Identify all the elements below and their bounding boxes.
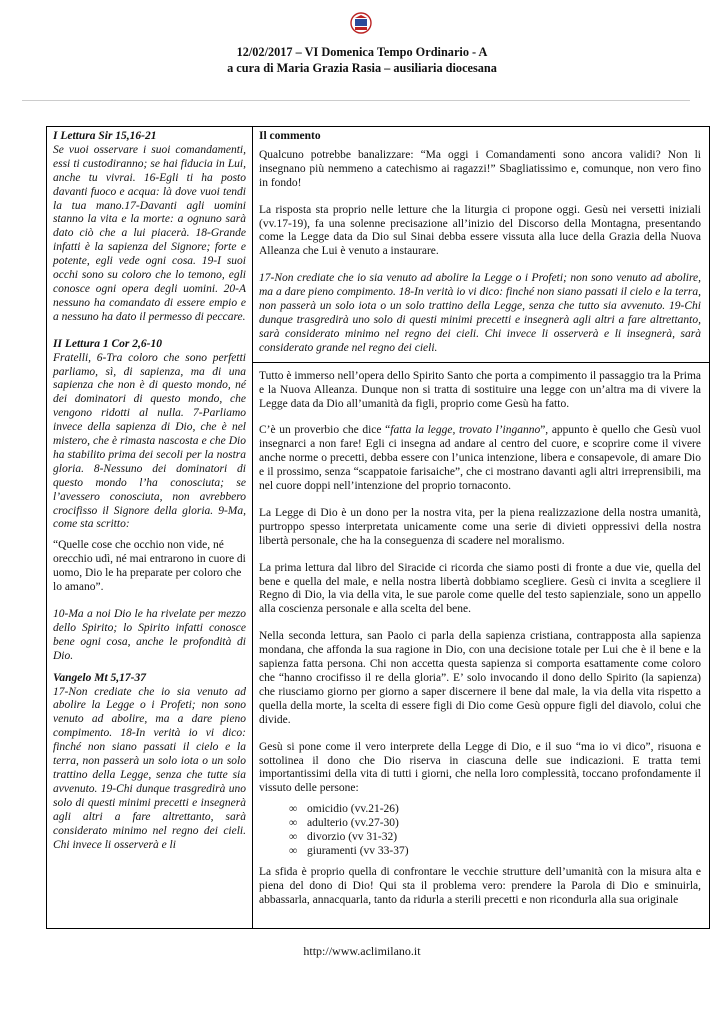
readings-column	[47, 127, 253, 929]
list-item: ∞ giuramenti (vv 33-37)	[289, 844, 409, 857]
acli-logo-icon	[350, 12, 372, 34]
commentary-title: Il commento	[259, 130, 321, 142]
header-author: a cura di Maria Grazia Rasia – ausiliaria diocesana	[227, 61, 497, 75]
topics-list	[259, 803, 701, 859]
second-reading-text: Fratelli, 6-Tra coloro che sono perfetti parliamo, sì, di sapienza, ma di una sapienza che non è di questo mondo, né dei dominatori di questo mondo, che vengono ridotti al nulla. 7-Parliamo invece della sapienza di Dio, che è nel mistero, che è rimasta nascosta e che Dio ha stabilito prima dei secoli per la nostra gloria. 8-Nessuno dei dominatori di questo mondo l’ha conosciuta; se l’avessero conosciuta, non avrebbero crocifisso il Signore della gloria. 9-Ma, come sta scritto:	[53, 351, 246, 531]
commentary-column	[253, 127, 709, 929]
proverb: fatta la legge, trovato l’inganno	[390, 424, 541, 437]
header-divider	[22, 100, 690, 101]
list-item: ∞ divorzio (vv 31-32)	[289, 831, 398, 844]
commentary-divider	[253, 362, 709, 363]
list-item: ∞ adulterio (vv.27-30)	[289, 817, 399, 830]
gospel-text: 17-Non crediate che io sia venuto ad abolire la Legge o i Profeti; non sono venuto ad abolire, ma a dare pieno compimento. 18-In verità io vi dico: finché non siano passati il cielo e la terra, non passerà un solo iota o un solo trattino della Legge, senza che tutte sia avvenuto. 19-Chi dunque trasgredirà uno solo di questi minimi precetti e insegnerà agli altri a fare altrettanto, sarà considerato minimo nel regno dei cieli. Chi invece li osserverà e li	[53, 685, 246, 851]
commentary-paragraph: La Legge di Dio è un dono per la nostra vita, per la piena realizzazione della nostra umanità, purtroppo spesso interpretata unicamente come una serie di divieti oppressivi della nostra libertà personale, che ha la conseguenza di scadere nel moralismo.	[259, 506, 701, 547]
commentary-paragraph: Gesù si pone come il vero interprete della Legge di Dio, e il suo “ma io vi dico”, risuona e sottolinea il dono che Dio riserva in ciascuna delle sue indicazioni. E tratta temi importantissimi della vita di tutti i giorni, che nella loro complessità, toccano profondamente il vissuto delle persone:	[259, 740, 701, 795]
document-header	[0, 44, 724, 76]
commentary-paragraph: C’è un proverbio che dice “fatta la legge, trovato l’inganno”, appunto è quello che Gesù vuol insegnarci a non fare! Egli ci insegna ad andare al centro del cuore, e scoprire come il vivere anche norme o precetti, debba essere con l’unica intenzione, libera e consapevole, di amare Dio e il prossimo, senza “scappatoie farisaiche”, che ci mostrano davanti agli altri irreprensibili, ma nel cuore doppi nell’intenzione del proprio tornaconto.	[259, 424, 702, 493]
infinity-bullet-icon: ∞	[289, 844, 298, 857]
commentary-paragraph: La prima lettura dal libro del Siracide ci ricorda che siamo posti di fronte a due vie, quella del bene e quella del male, e nella nostra libertà dobbiamo scegliere. Gesù ci invita a scegliere il Regno di Dio, la via della vita, le sue parole come quelle del testo sapienziale, sono un appello alla coscienza personale e alla scelta del bene.	[259, 561, 701, 616]
infinity-bullet-icon: ∞	[289, 831, 298, 844]
second-reading-title: II Lettura 1 Cor 2,6-10	[53, 337, 162, 350]
first-reading-title: I Lettura Sir 15,16-21	[53, 130, 157, 142]
infinity-bullet-icon: ∞	[289, 803, 298, 816]
list-item: ∞ omicidio (vv.21-26)	[289, 803, 399, 816]
first-reading-text: Se vuoi osservare i suoi comandamenti, essi ti custodiranno; se hai fiducia in Lui, anche tu vivrai. 16-Egli ti ha posto davanti fuoco e acqua: là dove vuoi tendi la tua mano.17-Davanti agli uomini stanno la vita e la morte: a ognuno sarà dato ciò che a lui piacerà. 18-Grande infatti è la sapienza del Signore; forte e potente, egli vede ogni cosa. 19-I suoi occhi sono su coloro che lo temono, egli conosce ogni opera degli uomini. 20-A nessuno ha comandato di essere empio e a nessuno ha dato il permesso di peccare.	[53, 143, 246, 323]
second-reading-quote: “Quelle cose che occhio non vide, né orecchio udì, né mai entrarono in cuore di uomo, Dio le ha preparate per coloro che lo amano”.	[53, 539, 246, 594]
commentary-paragraph: Qualcuno potrebbe banalizzare: “Ma oggi i Comandamenti sono ancora validi? Non li insegnano più nemmeno a catechismo ai ragazzi!” Sbagliatissimo e, comunque, non vero fino in fondo!	[259, 148, 701, 189]
footer-url[interactable]: http://www.aclimilano.it	[303, 944, 421, 958]
second-reading-text-end: 10-Ma a noi Dio le ha rivelate per mezzo dello Spirito; lo Spirito infatti conosce bene ogni cosa, anche le profondità di Dio.	[53, 608, 246, 662]
commentary-paragraph: Nella seconda lettura, san Paolo ci parla della sapienza cristiana, contrapposta alla sapienza mondana, che affonda la sua ragione in Dio, con una decisione totale per Lui che è il bene e la sapienza fatta persona. Chi non accetta questa sapienza si comporta esattamente come coloro che “hanno crocifisso il re della gloria”. E’ solo invocando il dono dello Spirito (la sapienza) che riusciamo giorno per giorno a saper discernere il bene dal male, la via della vita rispetto a quella della morte, la scelta di essere figli di Dio come Gesù oppure figli del diavolo, colui che divide.	[259, 630, 701, 726]
infinity-bullet-icon: ∞	[289, 817, 298, 830]
gospel-citation: 17-Non crediate che io sia venuto ad abolire la Legge o i Profeti; non sono venuto ad abolire, ma a dare pieno compimento. 18-In verità io vi dico: finché non siano passati il cielo e la terra, non passerà un solo iota o un solo trattino della Legge, senza che tutto sia avvenuto. 19-Chi dunque trasgredirà uno solo di questi minimi precetti e insegnerà agli altri a fare altrettanto, sarà considerato minimo nel regno dei cieli. Chi invece li osserverà e li insegnerà, sarà considerato grande nel regno dei cieli.	[259, 272, 701, 354]
commentary-paragraph: La risposta sta proprio nelle letture che la liturgia ci propone oggi. Gesù nei versetti iniziali (vv.17-19), fa una solenne precisazione all’inizio del Discorso della Montagna, presentando come la Legge data da Dio sul Sinai debba essere vissuta alla luce della Grazia della Nuova Alleanza che Lui è venuto a instaurare.	[259, 203, 701, 258]
commentary-paragraph: La sfida è proprio quella di confrontare le vecchie strutture dell’umanità con la misura alta e piena del dono di Dio! Qui sta il problema vero: prendere la Parola di Dio e sminuirla, abbassarla, annacquarla, tanto da ridurla a sterili precetti e non ricondurla alla sua originale	[259, 865, 701, 906]
commentary-paragraph: Tutto è immerso nell’opera dello Spirito Santo che porta a compimento il passaggio tra la Prima e la Nuova Alleanza. Dunque non si tratta di sostituire una legge con un’altra ma di vivere la Legge data da Dio all’umanità da figli, proprio come Gesù ha fatto.	[259, 369, 701, 410]
content-table	[46, 126, 710, 929]
header-date-title: 12/02/2017 – VI Domenica Tempo Ordinario - A	[236, 45, 488, 59]
gospel-title: Vangelo Mt 5,17-37	[53, 671, 146, 684]
